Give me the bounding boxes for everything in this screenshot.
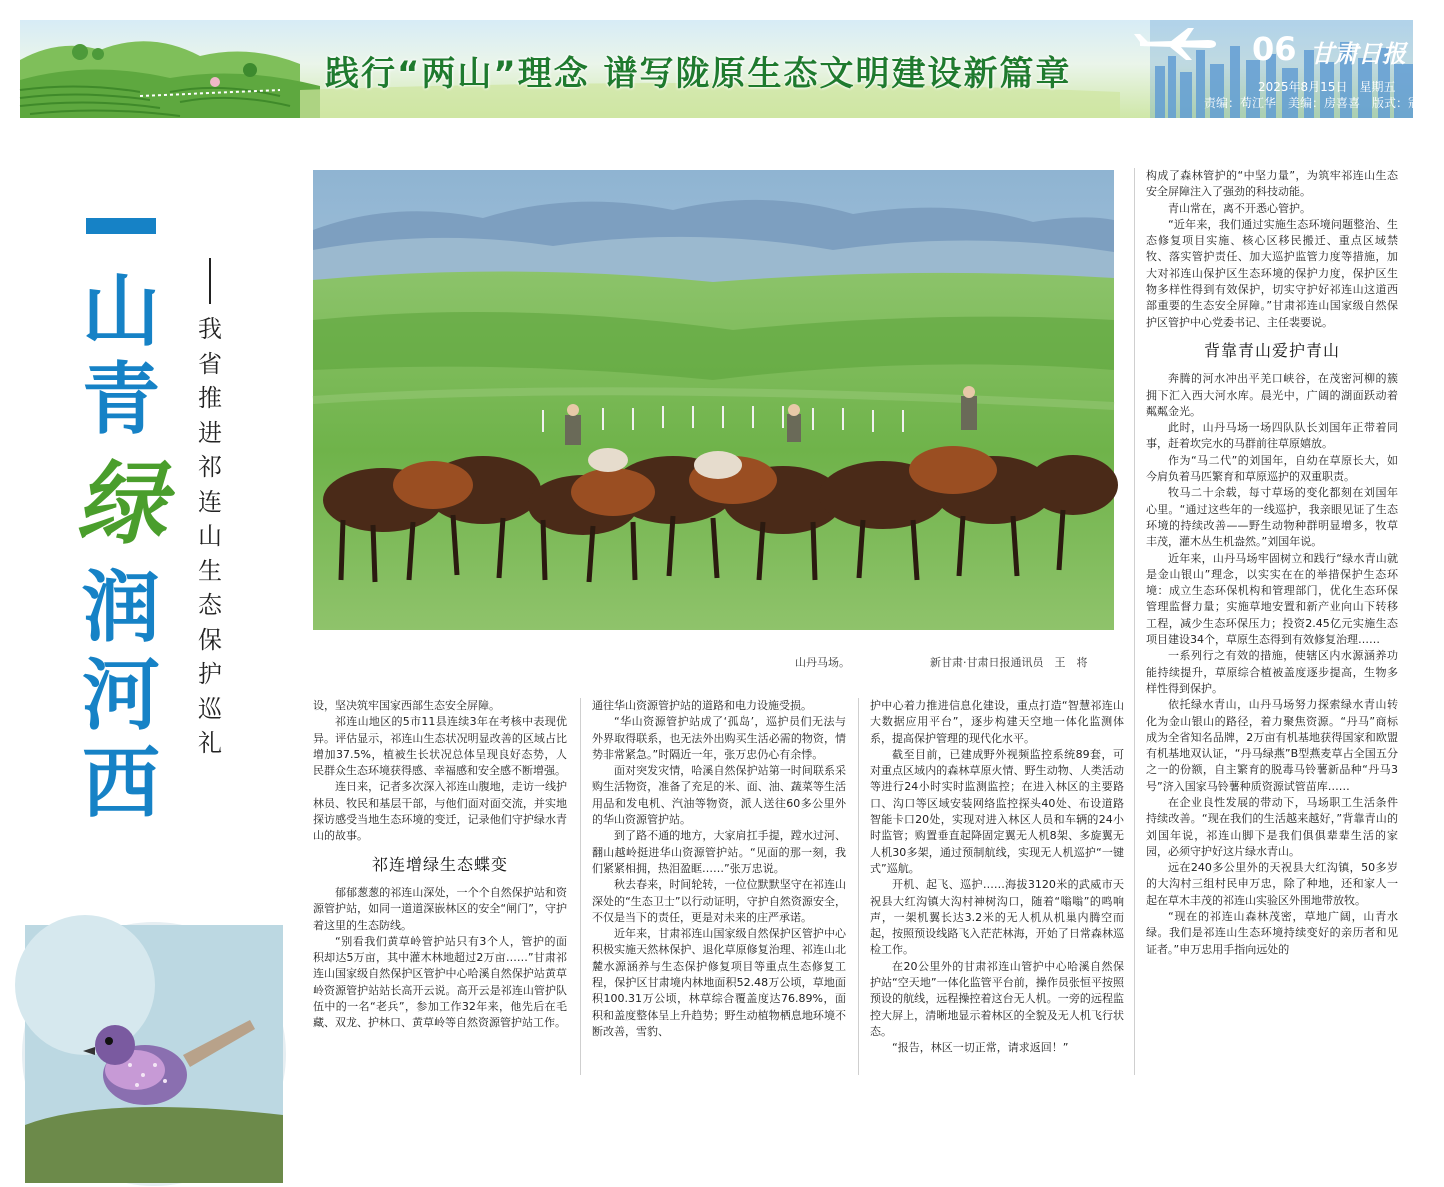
issue-date: 2025年8月15日 星期五 [1258, 80, 1396, 94]
title-char: 润 [81, 563, 160, 653]
paragraph: 到了路不通的地方，大家肩扛手提，蹚水过河、翻山越岭挺进华山资源管护站。“见面的那一刻，我们紧紧相拥，热泪盈眶……”张万忠说。 [592, 829, 846, 875]
title-char: 西 [81, 739, 160, 829]
paragraph: 作为“马二代”的刘国年，自幼在草原长大，如今肩负着马匹繁育和草原巡护的双重职责。 [1146, 453, 1398, 484]
subtitle-char: 山 [198, 522, 222, 550]
column-divider [858, 698, 859, 1075]
paragraph: 秋去春来，时间轮转，一位位默默坚守在祁连山深处的“生态卫士”以行动证明，守护自然资源安全，不仅是当下的责任，更是对未来的庄严承诺。 [592, 878, 846, 924]
paragraph: 一系列行之有效的措施，使辖区内水源涵养功能持续提升，草原综合植被盖度逐步提高，生物多样性得到保护。 [1146, 649, 1398, 695]
title-char: 河 [81, 651, 160, 741]
paragraph: 开机、起飞、巡护……海拔3120米的武威市天祝县大红沟镇大沟村神树沟口，随着“嗡嗡”的鸣响声，一架机翼长达3.2米的无人机从机巢内腾空而起，按照预设线路飞入茫茫林海，开始了日常森林巡检工作。 [870, 878, 1124, 957]
paragraph: 近年来，山丹马场牢固树立和践行“绿水青山就是金山银山”理念，以实实在在的举措保护生态环境：成立生态环保机构和管理部门，优化生态环保管理监督力量；实施草地安置和新产业向山下转移工程，减少生态环保压力；投资2.45亿元实施生态项目建设34个，草原生态得到有效修复治理…… [1146, 551, 1398, 647]
paragraph: 远在240多公里外的天祝县大红沟镇，50多岁的大沟村三组村民申万忠，除了种地，还和家人一起在草木丰茂的祁连山实验区外围地带放牧。 [1146, 861, 1398, 907]
paragraph: “华山资源管护站成了‘孤岛’，巡护员们无法与外界取得联系，也无法外出购买生活必需的物资，情势非常紧急。”时隔近一年，张万忠仍心有余悸。 [592, 715, 846, 761]
article-column-1 [313, 698, 567, 1075]
title-char: 青 [81, 355, 160, 445]
paragraph: “别看我们黄草岭管护站只有3个人，管护的面积却达5万亩，其中灌木林地超过2万亩……”甘肃祁连山国家级自然保护区管护中心哈溪自然保护站黄草岭资源管护站站长高开云说。高开云是祁连山管护队伍中的一名“老兵”，参加工作32年来，他先后在毛藏、双龙、护林口、黄草岭等自然资源管护站工作。 [313, 934, 567, 1030]
article-subtitle [196, 258, 224, 761]
title-char-yi [86, 218, 156, 234]
section-heading: 祁连增绿生态蝶变 [371, 854, 508, 874]
subtitle-char: 生 [198, 556, 222, 585]
column-divider [1134, 168, 1135, 1075]
paragraph: 青山常在，离不开悉心管护。 [1168, 201, 1311, 215]
paragraph: 在企业良性发展的带动下，马场职工生活条件持续改善。“现在我们的生活越来越好，”背靠青山的刘国年说，祁连山脚下是我们俱俱辈辈生活的家园，必须守护好这片绿水青山。 [1146, 795, 1398, 858]
paragraph: 祁连山地区的5市11县连续3年在考核中表现优异。评估显示，祁连山生态状况明显改善的区域占比增加37.5%，植被生长状况总体呈现良好态势，人民群众生态环境获得感、幸福感和安全感不断增强。 [313, 715, 567, 778]
paragraph: 构成了森林管护的“中坚力量”，为筑牢祁连山生态安全屏障注入了强劲的科技动能。 [1146, 169, 1398, 199]
paragraph: 面对突发灾情，哈溪自然保护站第一时间联系采购生活物资，准备了充足的米、面、油、蔬菜等生活用品和发电机、汽油等物资，派人送往60多公里外的华山资源管护站。 [592, 764, 846, 827]
article-column-2 [592, 698, 846, 1075]
subtitle-char: 推 [198, 384, 222, 412]
subtitle-char: 保 [198, 625, 222, 654]
page-headline: 践行“两山”理念 谱写陇原生态文明建设新篇章 [325, 54, 1072, 94]
paragraph: 近年来，甘肃祁连山国家级自然保护区管护中心积极实施天然林保护、退化草原修复治理、祁连山北麓水源涵养与生态保护修复项目等重点生态修复工程，保护区甘肃境内林地面积52.48万公顷，草地面积100.31万公顷，林草综合覆盖度达76.89%，面积和盖度整体呈上升趋势；野生动植物栖息地环境不断改善，雪豹、 [592, 927, 846, 1038]
paragraph: “报告，林区一切正常，请求返回！” [892, 1041, 1069, 1055]
section-heading: 背靠青山爱护青山 [1203, 340, 1340, 360]
paragraph: 此时，山丹马场一场四队队长刘国年正带着同事，赶着坎完水的马群前往草原嬉放。 [1146, 421, 1398, 451]
horse-herd-photo [313, 170, 1114, 630]
paragraph: 奔腾的河水冲出平羌口峡谷，在茂密河柳的簇拥下汇入西大河水库。晨光中，广阔的湖面跃动着粼粼金光。 [1146, 372, 1398, 418]
subtitle-char: 进 [198, 418, 222, 447]
paragraph: “现在的祁连山森林茂密，草地广阔，山青水绿。我们是祁连山生态环境持续变好的亲历者和见证者。”申万忠用手指向远处的 [1146, 910, 1398, 956]
subtitle-char: 巡 [198, 694, 222, 723]
subtitle-char: 省 [198, 349, 222, 378]
newspaper-masthead: 甘肃日报 [1310, 39, 1406, 68]
paragraph: 在20公里外的甘肃祁连山管护中心哈溪自然保护站“空天地”一体化监管平台前，操作员张恒平按照预设的航线，远程操控着这台无人机。一旁的远程监控大屏上，清晰地显示着林区的全貌及无人机飞行状态。 [870, 959, 1124, 1038]
photo-credit: 新甘肃·甘肃日报通讯员 王 将 [930, 656, 1088, 669]
subtitle-char: 连 [198, 487, 222, 516]
subtitle-char: 礼 [198, 729, 222, 757]
subtitle-char: 我 [198, 315, 222, 343]
paragraph: 依托绿水青山，山丹马场努力探索绿水青山转化为金山银山的路径，着力聚焦资源。“丹马”商标成为全省知名品牌，2万亩有机基地获得国家和欧盟有机基地双认证，“丹马绿燕”B型燕麦草占全国五分之一的份额，自主繁育的脱毒马铃薯新品种“丹马3号”济入国家马铃薯种质资源试管苗库…… [1146, 698, 1398, 793]
paragraph: 截至目前，已建成野外视频监控系统89套，可对重点区域内的森林草原火情、野生动物、人类活动等进行24小时实时监测监控；在进入林区的主要路口、沟口等区域安装网络监控探头40处、布设道路智能卡口20处，实现对进入林区人员和车辆的24小时监管；购置垂直起降固定翼无人机8架、多旋翼无人机30多架，通过预制航线，实现无人机巡护“一键式”巡航。 [870, 747, 1124, 875]
subtitle-dash [209, 258, 211, 304]
paragraph: 郁郁葱葱的祁连山深处，一个个自然保护站和资源管护站，如同一道道深嵌林区的安全“闸门”，守护着这里的生态防线。 [313, 885, 567, 932]
column-divider [580, 698, 581, 1075]
article-column-4 [1146, 168, 1398, 1075]
paragraph: 通往华山资源管护站的道路和电力设施受损。 [592, 699, 812, 712]
title-char-green: 绿 [76, 451, 166, 557]
article-title [76, 218, 166, 828]
editor-credits: 责编：苟江华 美编：房喜喜 版式：冠月丹 [1204, 96, 1444, 110]
header-banner [20, 20, 1444, 118]
paragraph: 牧马二十余载，每寸草场的变化都刻在刘国年心里。“通过这些年的一线巡护，我亲眼见证了生态环境的持续改善——野生动物种群明显增多，牧草丰茂，灌木丛生机盎然。”刘国年说。 [1146, 486, 1398, 549]
bird-photo [22, 922, 286, 1186]
paragraph: “近年来，我们通过实施生态环境问题整治、生态修复项目实施、核心区移民搬迁、重点区域禁牧、落实管护责任、加大巡护监管力度等措施，加大对祁连山保护区生态环境的保护力度，保护区生物多样性得到有效保护，切实守护好祁连山这道西部重要的生态安全屏障。”甘肃祁连山国家级自然保护区管护中心党委书记、主任裴要说。 [1146, 217, 1398, 329]
subtitle-char: 护 [198, 660, 222, 688]
subtitle-char: 祁 [198, 453, 222, 481]
article-column-3 [870, 698, 1124, 1075]
subtitle-char: 态 [198, 591, 222, 619]
title-char: 山 [81, 267, 160, 357]
paragraph: 设，坚决筑牢国家西部生态安全屏障。 [313, 699, 500, 712]
paragraph: 连日来，记者多次深入祁连山腹地，走访一线护林员、牧民和基层干部，与他们面对面交流，并实地探访感受当地生态环境的变迁，记录他们守护绿水青山的故事。 [313, 780, 567, 843]
page-number: 06 [1252, 30, 1297, 68]
photo-caption: 山丹马场。 [795, 656, 850, 669]
paragraph: 护中心着力推进信息化建设，重点打造“智慧祁连山大数据应用平台”，逐步构建天空地一体化监测体系，提高保护管理的现代化水平。 [870, 699, 1124, 745]
